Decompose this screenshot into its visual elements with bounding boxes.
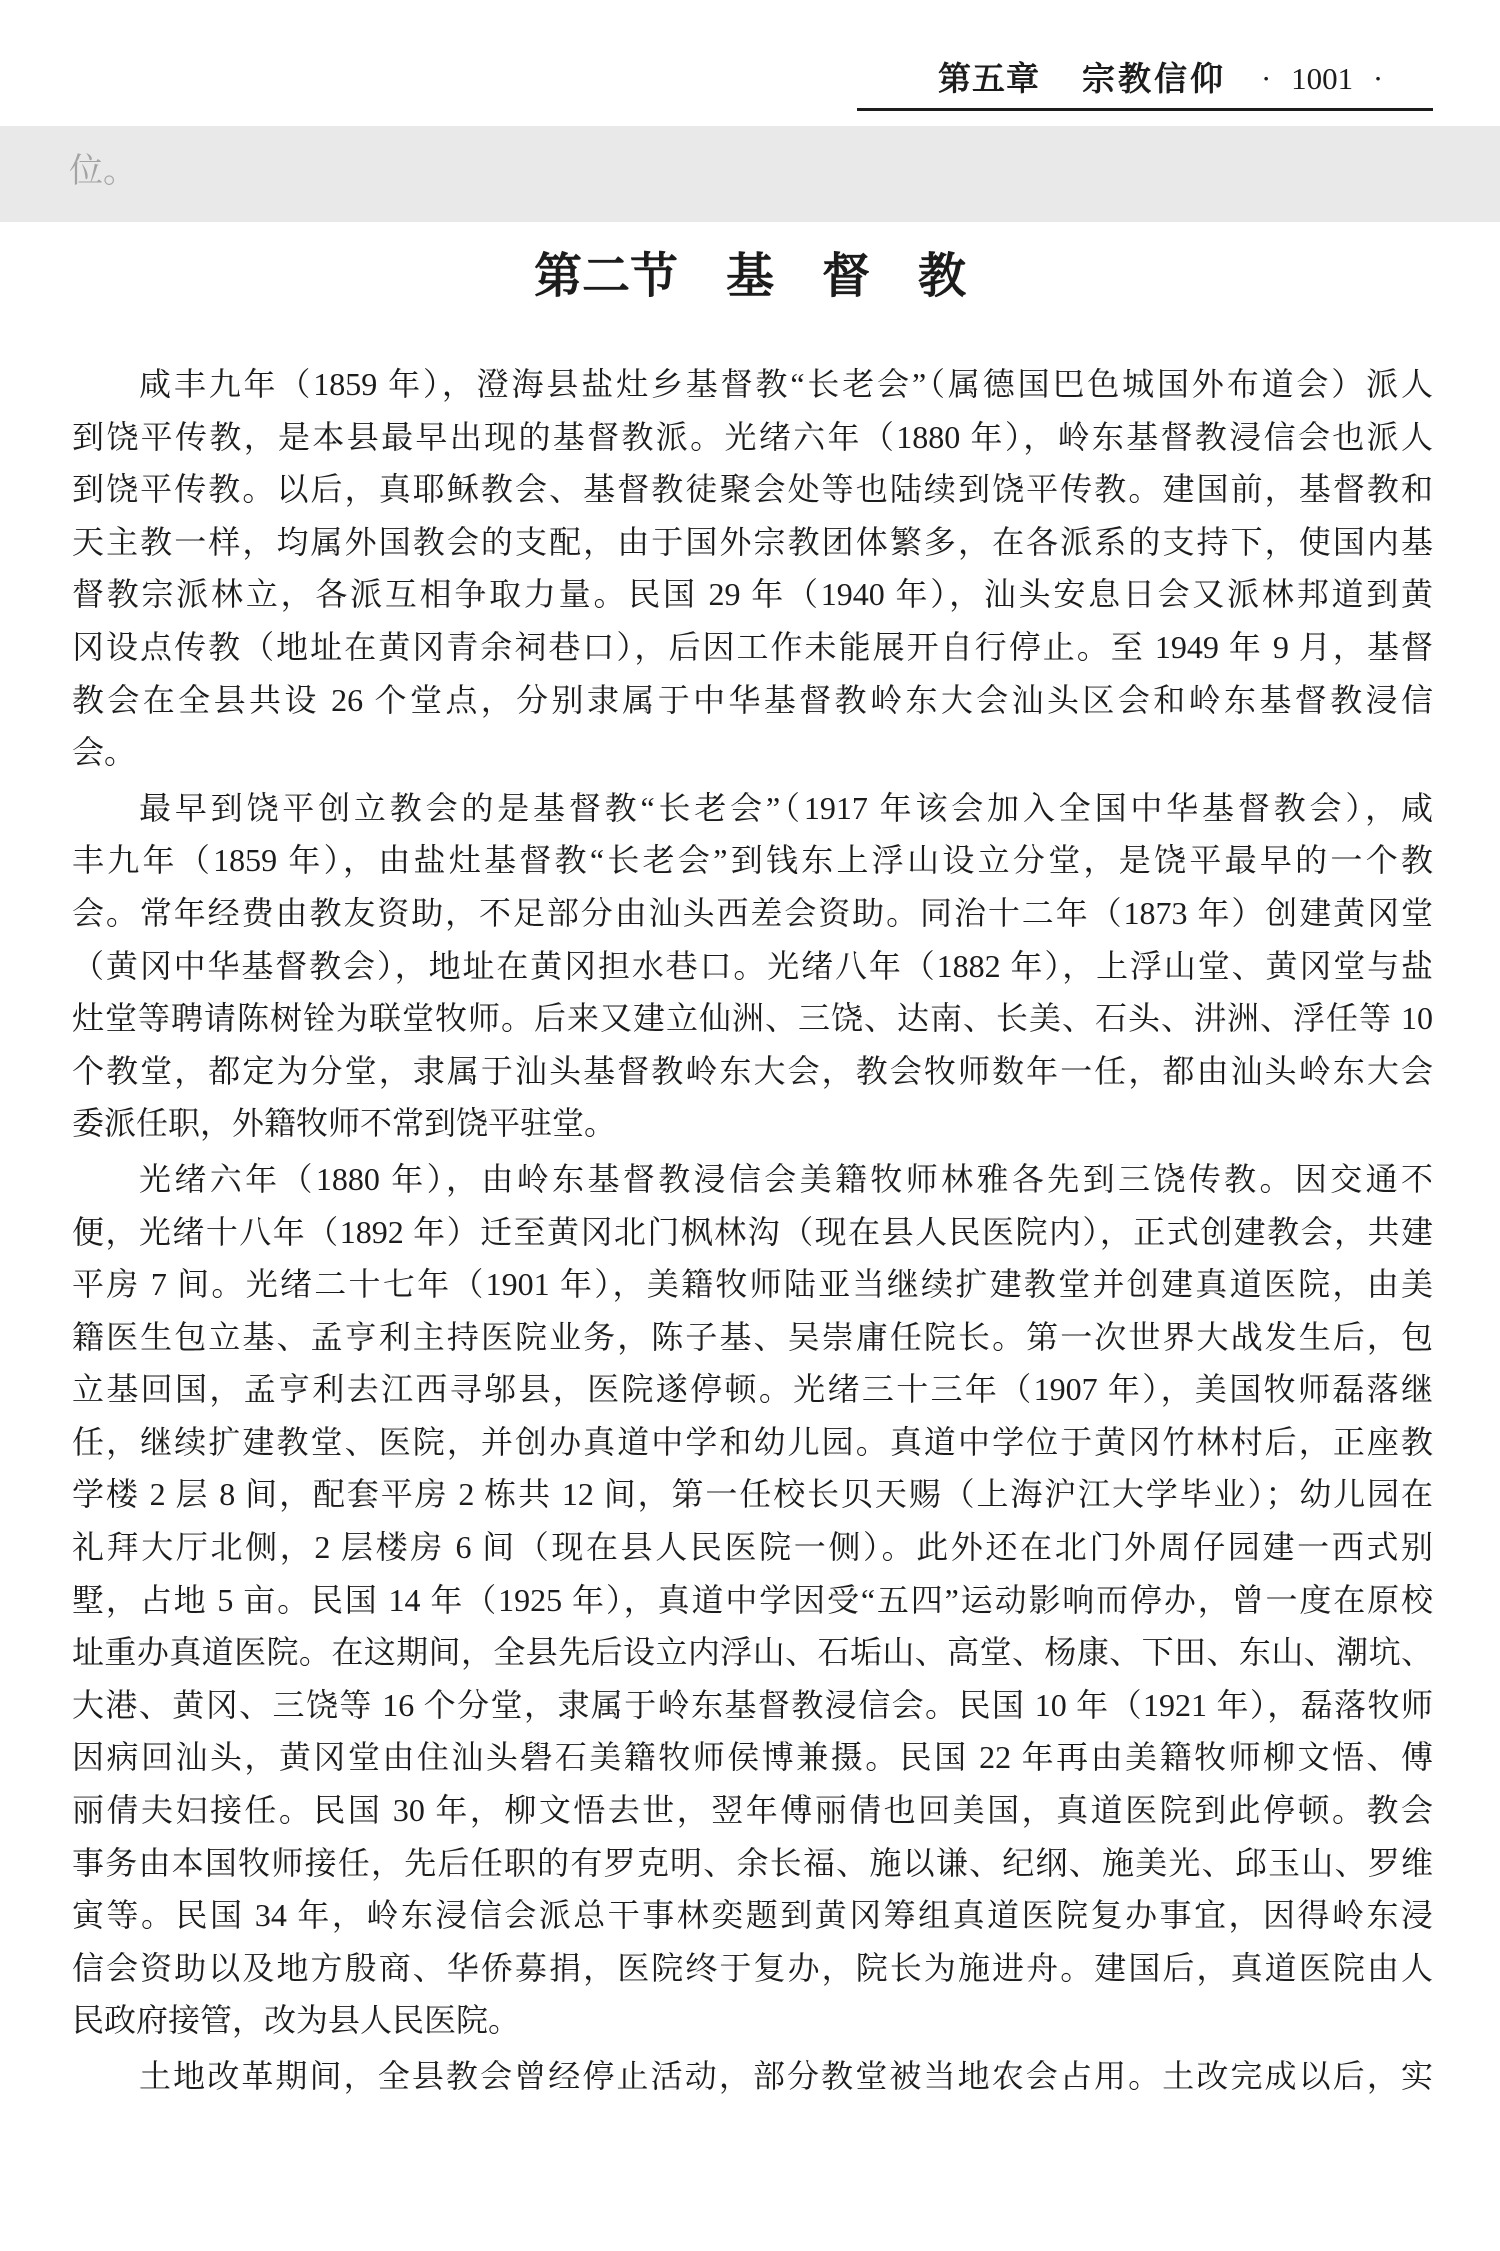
text-line: 天主教一样，均属外国教会的支配，由于国外宗教团体繁多，在各派系的支持下，使国内基 <box>72 523 1433 560</box>
carryover-text: 位。 <box>69 153 137 190</box>
text-line: 到饶平传教。以后，真耶稣教会、基督教徒聚会处等也陆续到饶平传教。建国前，基督教和 <box>72 471 1433 508</box>
text-line: 到饶平传教，是本县最早出现的基督教派。光绪六年（1880 年），岭东基督教浸信会也派人 <box>72 418 1433 455</box>
text-line: 大港、黄冈、三饶等 16 个分堂，隶属于岭东基督教浸信会。民国 10 年（1921 年），磊落牧师 <box>72 1686 1433 1723</box>
text-line: 冈设点传教（地址在黄冈青余祠巷口），后因工作未能展开自行停止。至 1949 年 9 月，基督 <box>72 628 1433 665</box>
body-text <box>72 358 1433 2103</box>
text-line: （黄冈中华基督教会），地址在黄冈担水巷口。光绪八年（1882 年），上浮山堂、黄冈堂与盐 <box>72 947 1433 984</box>
text-line: 礼拜大厅北侧，2 层楼房 6 间（现在县人民医院一侧）。此外还在北门外周仔园建一西式别 <box>72 1529 1433 1566</box>
text-line: 丰九年（1859 年），由盐灶基督教“长老会”到钱东上浮山设立分堂，是饶平最早的一个教 <box>72 842 1433 879</box>
text-line: 会。 <box>72 734 137 771</box>
text-line: 籍医生包立基、孟亨利主持医院业务，陈子基、吴崇庸任院长。第一次世界大战发生后，包 <box>72 1318 1433 1355</box>
page-number: · 1001 · <box>1261 61 1384 96</box>
text-line: 因病回汕头，黄冈堂由住汕头礐石美籍牧师侯博兼摄。民国 22 年再由美籍牧师柳文悟、傅 <box>72 1739 1433 1776</box>
text-line: 民政府接管，改为县人民医院。 <box>72 2002 521 2039</box>
text-line: 学楼 2 层 8 间，配套平房 2 栋共 12 间，第一任校长贝天赐（上海沪江大学毕业）；幼儿园在 <box>72 1476 1433 1513</box>
body-paragraph <box>72 358 1433 779</box>
body-paragraph <box>72 1153 1433 2047</box>
text-line: 灶堂等聘请陈树铨为联堂牧师。后来又建立仙洲、三饶、达南、长美、石头、汫洲、浮任等 10 <box>72 1000 1433 1037</box>
text-line: 最早到饶平创立教会的是基督教“长老会”（1917 年该会加入全国中华基督教会），咸 <box>139 789 1433 826</box>
chapter-title: 宗教信仰 <box>1082 60 1226 97</box>
text-line: 任，继续扩建教堂、医院，并创办真道中学和幼儿园。真道中学位于黄冈竹林村后，正座教 <box>72 1423 1433 1460</box>
carryover-band <box>0 126 1500 222</box>
text-line: 墅，占地 5 亩。民国 14 年（1925 年），真道中学因受“五四”运动影响而停办，曾一度在原校 <box>72 1581 1433 1618</box>
chapter-label: 第五章 <box>938 60 1040 97</box>
body-paragraph <box>72 2050 1433 2103</box>
header-rule <box>857 108 1433 111</box>
text-line: 个教堂，都定为分堂，隶属于汕头基督教岭东大会，教会牧师数年一任，都由汕头岭东大会 <box>72 1052 1433 1089</box>
text-line: 督教宗派林立，各派互相争取力量。民国 29 年（1940 年），汕头安息日会又派林邦道到黄 <box>72 576 1433 613</box>
text-line: 土地改革期间，全县教会曾经停止活动，部分教堂被当地农会占用。土改完成以后，实 <box>139 2058 1433 2094</box>
text-line: 教会在全县共设 26 个堂点，分别隶属于中华基督教岭东大会汕头区会和岭东基督教浸信 <box>72 681 1433 718</box>
text-line: 咸丰九年（1859 年），澄海县盐灶乡基督教“长老会”（属德国巴色城国外布道会）派人 <box>139 366 1433 402</box>
text-line: 址重办真道医院。在这期间，全县先后设立内浮山、石垢山、高堂、杨康、下田、东山、潮坑、 <box>72 1634 1433 1671</box>
text-line: 事务由本国牧师接任，先后任职的有罗克明、余长福、施以谦、纪纲、施美光、邱玉山、罗维 <box>72 1844 1433 1881</box>
text-line: 丽倩夫妇接任。民国 30 年，柳文悟去世，翌年傅丽倩也回美国，真道医院到此停顿。教会 <box>72 1792 1433 1829</box>
text-line: 平房 7 间。光绪二十七年（1901 年），美籍牧师陆亚当继续扩建教堂并创建真道医院，由美 <box>72 1266 1433 1303</box>
text-line: 便，光绪十八年（1892 年）迁至黄冈北门枫林沟（现在县人民医院内），正式创建教会，共建 <box>72 1213 1433 1250</box>
body-paragraph <box>72 782 1433 1150</box>
section-title: 第二节 基 督 教 <box>533 250 966 303</box>
text-line: 光绪六年（1880 年），由岭东基督教浸信会美籍牧师林雅各先到三饶传教。因交通不 <box>139 1160 1433 1197</box>
text-line: 委派任职，外籍牧师不常到饶平驻堂。 <box>72 1105 617 1142</box>
text-line: 寅等。民国 34 年，岭东浸信会派总干事林奕题到黄冈筹组真道医院复办事宜，因得岭东浸 <box>72 1897 1433 1934</box>
text-line: 信会资助以及地方殷商、华侨募捐，医院终于复办，院长为施进舟。建国后，真道医院由人 <box>72 1949 1433 1986</box>
text-line: 立基回国，孟亨利去江西寻邬县，医院遂停顿。光绪三十三年（1907 年），美国牧师磊落继 <box>72 1371 1433 1408</box>
text-line: 会。常年经费由教友资助，不足部分由汕头西差会资助。同治十二年（1873 年）创建黄冈堂 <box>72 894 1433 931</box>
